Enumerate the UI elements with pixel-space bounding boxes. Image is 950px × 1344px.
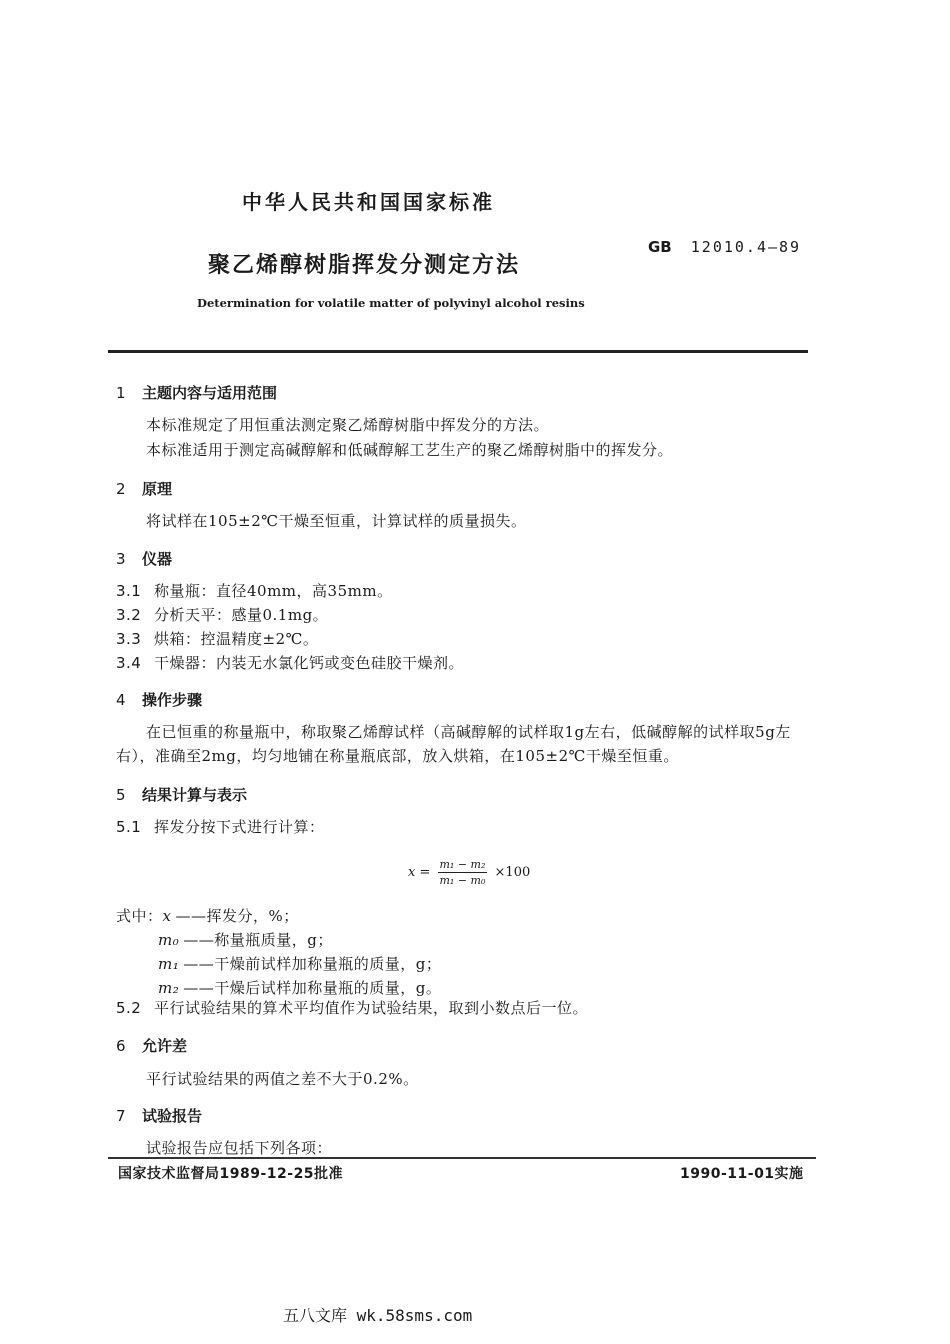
variable-desc: ——挥发分，%； [175,907,299,925]
section-1-paragraph-1: 本标准规定了用恒重法测定聚乙烯醇树脂中挥发分的方法。 [146,416,550,434]
calc-item-5-1 [116,816,325,837]
section-title: 主题内容与适用范围 [142,384,278,402]
instrument-item [116,580,393,601]
section-title: 结果计算与表示 [142,786,248,804]
item-number: 5.2 [116,999,142,1017]
approval-line: 国家技术监督局1989-12-25批准 [118,1166,344,1182]
variable-row [158,953,441,974]
section-7-paragraph: 试验报告应包括下列各项： [146,1139,333,1157]
where-label: 式中： [116,907,163,925]
formula-lhs: x = [408,865,431,880]
section-heading-3 [116,548,172,569]
standard-code-prefix: GB [648,238,672,256]
item-number: 3.1 [116,582,142,600]
section-number: 6 [116,1037,126,1055]
section-number: 7 [116,1107,126,1125]
item-number: 3.2 [116,606,142,624]
standard-code [648,238,801,256]
item-text: 平行试验结果的算术平均值作为试验结果，取到小数点后一位。 [154,999,589,1017]
variable-symbol: m₂ [158,979,180,997]
document-title: 聚乙烯醇树脂挥发分测定方法 [208,253,521,278]
section-2-paragraph: 将试样在105±2℃干燥至恒重，计算试样的质量损失。 [146,512,527,530]
calc-item-5-2 [116,997,588,1018]
national-standard-heading: 中华人民共和国国家标准 [242,190,495,214]
site-watermark: 五八文库 wk.58sms.com [283,1306,473,1325]
section-heading-4 [116,689,202,710]
section-number: 1 [116,384,126,402]
variable-symbol: m₁ [158,955,180,973]
section-heading-7 [116,1105,202,1126]
section-number: 4 [116,691,126,709]
variables-block [116,905,299,926]
instrument-item [116,628,318,649]
footer-divider [108,1157,816,1159]
instrument-item [116,652,464,673]
section-heading-6 [116,1035,187,1056]
item-text: 挥发分按下式进行计算： [154,818,325,836]
section-heading-1 [116,382,277,403]
formula-multiplier: ×100 [494,865,531,880]
variable-row [158,929,333,950]
standard-code-number: 12010.4—89 [690,238,802,256]
section-title: 允许差 [142,1037,188,1055]
variable-desc: ——称量瓶质量，g； [183,931,333,949]
variable-desc: ——干燥前试样加称量瓶的质量，g； [183,955,442,973]
volatile-formula [408,858,530,887]
section-title: 操作步骤 [142,691,203,709]
item-text: 称量瓶：直径40mm，高35mm。 [154,582,393,600]
section-heading-5 [116,784,247,805]
item-text: 干燥器：内装无水氯化钙或变色硅胶干燥剂。 [154,654,465,672]
section-4-paragraph-line-2: 右），准确至2mg，均匀地铺在称量瓶底部，放入烘箱，在105±2℃干燥至恒重。 [116,747,679,765]
item-number: 5.1 [116,818,142,836]
section-title: 试验报告 [142,1107,203,1125]
header-divider [108,350,808,353]
variable-desc: ——干燥后试样加称量瓶的质量，g。 [183,979,442,997]
section-heading-2 [116,478,172,499]
english-title: Determination for volatile matter of polyvinyl alcohol resins [197,296,585,310]
section-number: 3 [116,550,126,568]
section-number: 2 [116,480,126,498]
item-number: 3.4 [116,654,142,672]
section-4-paragraph-line-1: 在已恒重的称量瓶中，称取聚乙烯醇试样（高碱醇解的试样取1g左右，低碱醇解的试样取5g左 [146,723,791,741]
formula-denominator: m₁ − m₀ [439,874,486,887]
formula-fraction [438,858,488,887]
item-number: 3.3 [116,630,142,648]
variable-symbol: x [162,907,172,925]
item-text: 烘箱：控温精度±2℃。 [154,630,319,648]
section-1-paragraph-2: 本标准适用于测定高碱醇解和低碱醇解工艺生产的聚乙烯醇树脂中的挥发分。 [146,441,674,459]
item-text: 分析天平：感量0.1mg。 [154,606,329,624]
section-title: 原理 [142,480,173,498]
variable-symbol: m₀ [158,931,180,949]
formula-numerator: m₁ − m₂ [439,858,486,871]
variable-row [158,977,441,998]
effective-date: 1990-11-01实施 [680,1166,804,1182]
section-title: 仪器 [142,550,173,568]
section-6-paragraph: 平行试验结果的两值之差不大于0.2%。 [146,1070,419,1088]
section-number: 5 [116,786,126,804]
instrument-item [116,604,328,625]
